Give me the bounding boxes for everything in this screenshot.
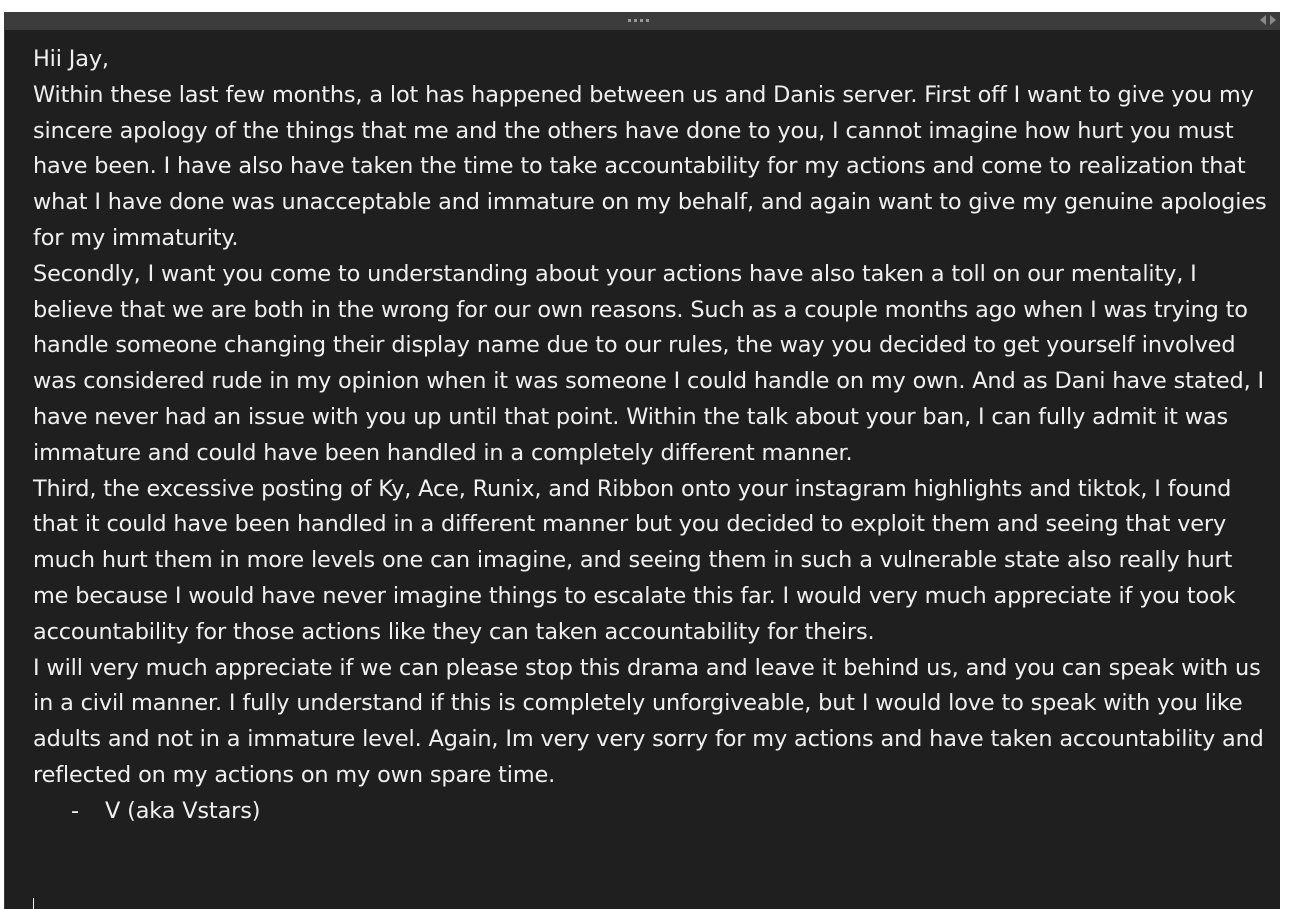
signature-text: V (aka Vstars) [105,797,261,824]
text-cursor [33,898,34,909]
document-body[interactable] [33,42,1273,830]
signature-line [33,794,1273,830]
window-edge [1280,12,1303,909]
paragraph-4: I will very much appreciate if we can please stop this drama and leave it behind us, and you can speak with us in a civil manner. I fully understand if this is completely unforgiveable, but I would love to speak with you like adults and not in a immature level. Again, Im very very sorry for my actions and have taken accountability and reflected on my actions on my own spare time. [33,654,1264,788]
paragraph-3: Third, the excessive posting of Ky, Ace, Runix, and Ribbon onto your instagram highlights and tiktok, I found that it could have been handled in a different manner but you decided to exploit them and seeing that very much hurt them in more levels one can imagine, and seeing them in such a vulnerable state also really hurt me because I would have never imagine things to escalate this far. I would very much appreciate if you took accountability for those actions like they can taken accountability for theirs. [33,475,1236,645]
pane-titlebar[interactable] [4,12,1280,30]
scroll-left-icon[interactable] [1260,15,1266,25]
scroll-arrows [1260,15,1276,25]
scroll-right-icon[interactable] [1270,15,1276,25]
paragraph-2: Secondly, I want you come to understanding about your actions have also taken a toll on our mentality, I believe that we are both in the wrong for our own reasons. Such as a couple months ago when I was trying to handle someone changing their display name due to our rules, the way you decided to get yourself involved was considered rude in my opinion when it was someone I could handle on my own. And as Dani have stated, I have never had an issue with you up until that point. Within the talk about your ban, I can fully admit it was immature and could have been handled in a completely different manner. [33,260,1265,466]
signature-dash: - [71,797,79,824]
drag-handle-icon[interactable] [628,19,649,22]
paragraph-1: Within these last few months, a lot has happened between us and Danis server. First off I want to give you my sincere apology of the things that me and the others have done to you, I cannot imagine how hurt you must have been. I have also have taken the time to take accountability for my actions and come to realization that what I have done was unacceptable and immature on my behalf, and again want to give my genuine apologies for my immaturity. [33,81,1267,251]
greeting-line: Hii Jay, [33,46,109,72]
